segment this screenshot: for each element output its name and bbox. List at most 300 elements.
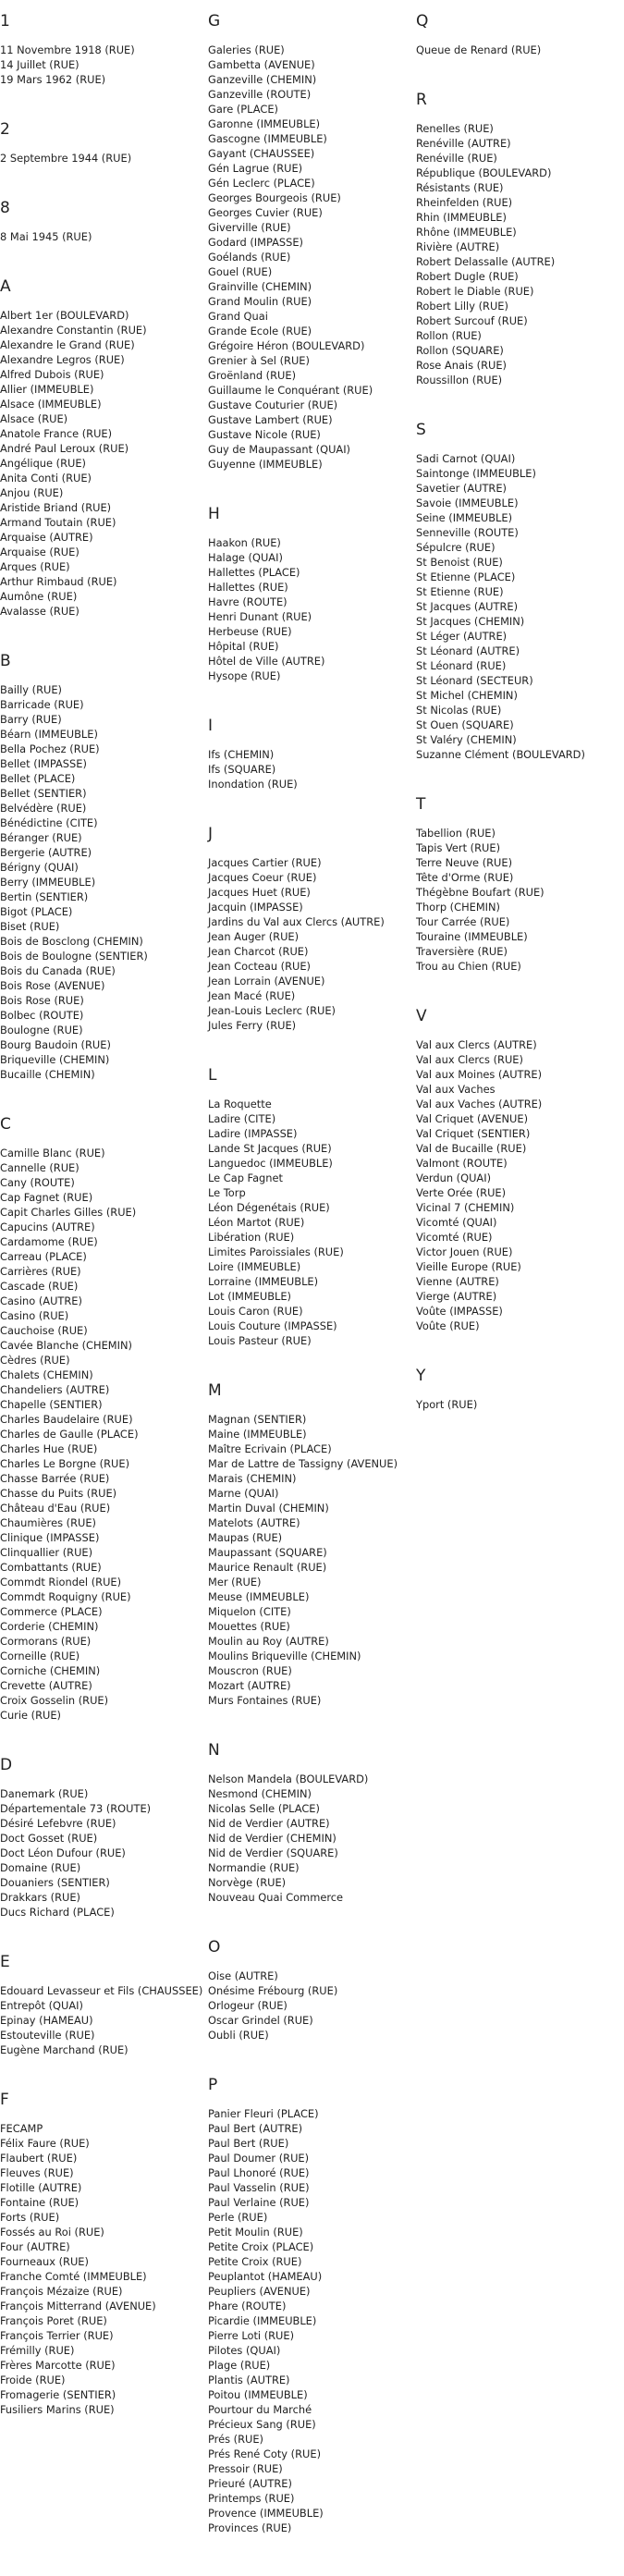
street-link[interactable]: Jacques Huet (RUE) [208,886,311,899]
street-link[interactable]: Paul Lhonoré (RUE) [208,2166,310,2179]
street-link[interactable]: Fusiliers Marins (RUE) [0,2403,115,2416]
street-link[interactable]: St Léger (AUTRE) [416,630,508,643]
street-link[interactable]: Martin Duval (CHEMIN) [208,1502,329,1515]
street-link[interactable]: St Jacques (CHEMIN) [416,615,525,628]
street-link[interactable]: Cavée Blanche (CHEMIN) [0,1339,132,1352]
street-link[interactable]: Orlogeur (RUE) [208,1999,288,2012]
street-link[interactable]: Groënland (RUE) [208,369,297,382]
street-link[interactable]: FECAMP [0,2122,43,2135]
street-link[interactable]: Douaniers (SENTIER) [0,1876,110,1889]
street-link[interactable]: Résistants (RUE) [416,181,504,194]
street-link[interactable]: Jacques Coeur (RUE) [208,871,317,884]
street-link[interactable]: 14 Juillet (RUE) [0,58,80,71]
street-link[interactable]: Vienne (AUTRE) [416,1275,499,1288]
street-link[interactable]: Voûte (RUE) [416,1319,480,1332]
street-link[interactable]: Vierge (AUTRE) [416,1290,497,1303]
street-link[interactable]: Carreau (PLACE) [0,1250,87,1263]
street-link[interactable]: Mouscron (RUE) [208,1664,292,1677]
street-link[interactable]: Gambetta (AVENUE) [208,58,315,71]
street-link[interactable]: Meuse (IMMEUBLE) [208,1590,310,1603]
street-link[interactable]: Terre Neuve (RUE) [416,856,513,869]
street-link[interactable]: Paul Bert (AUTRE) [208,2122,303,2135]
street-link[interactable]: Plantis (AUTRE) [208,2374,290,2386]
street-link[interactable]: Robert Dugle (RUE) [416,270,519,283]
street-link[interactable]: Arquaise (RUE) [0,546,80,558]
street-link[interactable]: Val Criquet (AVENUE) [416,1112,529,1125]
street-link[interactable]: Peuplantot (HAMEAU) [208,2270,323,2283]
street-link[interactable]: Fourneaux (RUE) [0,2255,89,2268]
street-link[interactable]: Bella Pochez (RUE) [0,742,100,755]
street-link[interactable]: Val aux Clercs (AUTRE) [416,1038,537,1051]
street-link[interactable]: Renelles (RUE) [416,122,494,135]
street-link[interactable]: François Mitterrand (AVENUE) [0,2300,156,2312]
street-link[interactable]: Capit Charles Gilles (RUE) [0,1206,137,1219]
street-link[interactable]: Four (AUTRE) [0,2240,70,2253]
street-link[interactable]: Boulogne (RUE) [0,1024,83,1037]
street-link[interactable]: Maupassant (SQUARE) [208,1546,327,1559]
street-link[interactable]: Léon Martot (RUE) [208,1216,305,1229]
street-link[interactable]: Voûte (IMPASSE) [416,1305,503,1318]
street-link[interactable]: Bellet (SENTIER) [0,787,87,800]
street-link[interactable]: St Valéry (CHEMIN) [416,733,517,746]
street-link[interactable]: Savoie (IMMEUBLE) [416,497,519,509]
street-link[interactable]: André Paul Leroux (RUE) [0,442,129,455]
street-link[interactable]: Rollon (RUE) [416,329,482,342]
street-link[interactable]: Armand Toutain (RUE) [0,516,116,529]
street-link[interactable]: 11 Novembre 1918 (RUE) [0,43,135,56]
street-link[interactable]: Frères Marcotte (RUE) [0,2359,116,2372]
street-link[interactable]: Touraine (IMMEUBLE) [416,930,528,943]
street-link[interactable]: Jacques Cartier (RUE) [208,856,322,869]
street-link[interactable]: Grenier à Sel (RUE) [208,354,310,367]
street-link[interactable]: Jardins du Val aux Clercs (AUTRE) [208,915,385,928]
street-link[interactable]: Croix Gosselin (RUE) [0,1694,109,1707]
street-link[interactable]: Marne (QUAI) [208,1487,279,1500]
street-link[interactable]: Sépulcre (RUE) [416,541,496,554]
street-link[interactable]: Ifs (CHEMIN) [208,748,275,761]
street-link[interactable]: Vicinal 7 (CHEMIN) [416,1201,515,1214]
street-link[interactable]: Bolbec (ROUTE) [0,1009,84,1022]
street-link[interactable]: Pourtour du Marché [208,2403,312,2416]
street-link[interactable]: Galeries (RUE) [208,43,285,56]
street-link[interactable]: Briqueville (CHEMIN) [0,1053,110,1066]
street-link[interactable]: Nid de Verdier (AUTRE) [208,1817,330,1830]
street-link[interactable]: Bellet (IMPASSE) [0,757,87,770]
street-link[interactable]: St Benoist (RUE) [416,556,503,569]
street-link[interactable]: Ifs (SQUARE) [208,763,276,776]
street-link[interactable]: Fromagerie (SENTIER) [0,2388,116,2401]
street-link[interactable]: Henri Dunant (RUE) [208,610,312,623]
street-link[interactable]: Magnan (SENTIER) [208,1413,307,1426]
street-link[interactable]: Normandie (RUE) [208,1861,300,1874]
street-link[interactable]: Forts (RUE) [0,2211,60,2224]
street-link[interactable]: Printemps (RUE) [208,2492,295,2505]
street-link[interactable]: St Nicolas (RUE) [416,704,502,717]
street-link[interactable]: Panier Fleuri (PLACE) [208,2107,319,2120]
street-link[interactable]: Suzanne Clément (BOULEVARD) [416,748,585,761]
street-link[interactable]: Eugène Marchand (RUE) [0,2043,128,2056]
street-link[interactable]: Drakkars (RUE) [0,1891,80,1904]
street-link[interactable]: Herbeuse (RUE) [208,625,292,638]
street-link[interactable]: Chaumières (RUE) [0,1516,96,1529]
street-link[interactable]: Maupas (RUE) [208,1531,283,1544]
street-link[interactable]: Bénédictine (CITE) [0,816,98,829]
street-link[interactable]: Oscar Grindel (RUE) [208,2014,313,2027]
street-link[interactable]: Carrières (RUE) [0,1265,81,1278]
street-link[interactable]: Hallettes (PLACE) [208,566,300,579]
street-link[interactable]: Murs Fontaines (RUE) [208,1694,322,1707]
street-link[interactable]: Cormorans (RUE) [0,1635,92,1648]
street-link[interactable]: Angélique (RUE) [0,457,86,470]
street-link[interactable]: Trou au Chien (RUE) [416,960,521,973]
street-link[interactable]: Robert le Diable (RUE) [416,285,534,298]
street-link[interactable]: Tapis Vert (RUE) [416,841,501,854]
street-link[interactable]: Béranger (RUE) [0,831,82,844]
street-link[interactable]: Paul Vasselin (RUE) [208,2181,310,2194]
street-link[interactable]: Thégèbne Boufart (RUE) [416,886,544,899]
street-link[interactable]: Le Cap Fagnet [208,1171,283,1184]
street-link[interactable]: Haakon (RUE) [208,536,281,549]
street-link[interactable]: Phare (ROUTE) [208,2300,287,2312]
street-link[interactable]: Anatole France (RUE) [0,427,113,440]
street-link[interactable]: Valmont (ROUTE) [416,1157,508,1170]
street-link[interactable]: Albert 1er (BOULEVARD) [0,309,129,322]
street-link[interactable]: Val de Bucaille (RUE) [416,1142,527,1155]
street-link[interactable]: Paul Verlaine (RUE) [208,2196,310,2209]
street-link[interactable]: Nid de Verdier (SQUARE) [208,1846,338,1859]
street-link[interactable]: Nelson Mandela (BOULEVARD) [208,1773,369,1785]
street-link[interactable]: Bertin (SENTIER) [0,890,89,903]
street-link[interactable]: Ganzeville (CHEMIN) [208,73,317,86]
street-link[interactable]: Charles Hue (RUE) [0,1442,98,1455]
street-link[interactable]: Bourg Baudoin (RUE) [0,1038,111,1051]
street-link[interactable]: Félix Faure (RUE) [0,2137,90,2150]
street-link[interactable]: Gén Leclerc (PLACE) [208,177,315,190]
street-link[interactable]: Biset (RUE) [0,920,60,933]
street-link[interactable]: Seine (IMMEUBLE) [416,511,513,524]
street-link[interactable]: Rollon (SQUARE) [416,344,504,357]
street-link[interactable]: Combattants (RUE) [0,1561,102,1574]
street-link[interactable]: Mozart (AUTRE) [208,1679,291,1692]
street-link[interactable]: Queue de Renard (RUE) [416,43,542,56]
street-link[interactable]: Crevette (AUTRE) [0,1679,92,1692]
street-link[interactable]: Désiré Lefebvre (RUE) [0,1817,116,1830]
street-link[interactable]: Bellet (PLACE) [0,772,76,785]
street-link[interactable]: 19 Mars 1962 (RUE) [0,73,106,86]
street-link[interactable]: Alexandre Constantin (RUE) [0,324,147,337]
street-link[interactable]: Berry (IMMEUBLE) [0,876,96,889]
street-link[interactable]: Jean-Louis Leclerc (RUE) [208,1004,336,1017]
street-link[interactable]: Corneille (RUE) [0,1650,80,1662]
street-link[interactable]: Corderie (CHEMIN) [0,1620,99,1633]
street-link[interactable]: Barry (RUE) [0,713,62,726]
street-link[interactable]: Anita Conti (RUE) [0,472,92,485]
street-link[interactable]: St Léonard (SECTEUR) [416,674,533,687]
street-link[interactable]: Louis Couture (IMPASSE) [208,1319,337,1332]
street-link[interactable]: Ducs Richard (PLACE) [0,1906,115,1919]
street-link[interactable]: Arquaise (AUTRE) [0,531,93,544]
street-link[interactable]: Bois Rose (AVENUE) [0,979,105,992]
street-link[interactable]: Perle (RUE) [208,2211,268,2224]
street-link[interactable]: Renéville (AUTRE) [416,137,511,150]
street-link[interactable]: Casino (AUTRE) [0,1294,82,1307]
street-link[interactable]: Rhin (IMMEUBLE) [416,211,507,224]
street-link[interactable]: Libération (RUE) [208,1231,295,1244]
street-link[interactable]: St Etienne (PLACE) [416,570,516,583]
street-link[interactable]: Cap Fagnet (RUE) [0,1191,93,1204]
street-link[interactable]: Grand Moulin (RUE) [208,295,312,308]
street-link[interactable]: Frémilly (RUE) [0,2344,75,2357]
street-link[interactable]: Alsace (IMMEUBLE) [0,398,102,411]
street-link[interactable]: Bois du Canada (RUE) [0,964,116,977]
street-link[interactable]: Louis Caron (RUE) [208,1305,303,1318]
street-link[interactable]: Lande St Jacques (RUE) [208,1142,332,1155]
street-link[interactable]: Poitou (IMMEUBLE) [208,2388,308,2401]
street-link[interactable]: Pilotes (QUAI) [208,2344,281,2357]
street-link[interactable]: Château d'Eau (RUE) [0,1502,111,1515]
street-link[interactable]: Léon Dégenétais (RUE) [208,1201,330,1214]
street-link[interactable]: Camille Blanc (RUE) [0,1147,105,1159]
street-link[interactable]: Jean Auger (RUE) [208,930,300,943]
street-link[interactable]: Nouveau Quai Commerce [208,1891,344,1904]
street-link[interactable]: Doct Léon Dufour (RUE) [0,1846,126,1859]
street-link[interactable]: Belvédère (RUE) [0,802,87,815]
street-link[interactable]: Savetier (AUTRE) [416,482,507,495]
street-link[interactable]: St Jacques (AUTRE) [416,600,519,613]
street-link[interactable]: Maine (IMMEUBLE) [208,1428,307,1441]
street-link[interactable]: Tête d'Orme (RUE) [416,871,514,884]
street-link[interactable]: Garonne (IMMEUBLE) [208,117,321,130]
street-link[interactable]: Mar de Lattre de Tassigny (AVENUE) [208,1457,398,1470]
street-link[interactable]: Giverville (RUE) [208,221,291,234]
street-link[interactable]: Le Torp [208,1186,246,1199]
street-link[interactable]: Chasse du Puits (RUE) [0,1487,117,1500]
street-link[interactable]: Val aux Clercs (RUE) [416,1053,523,1066]
street-link[interactable]: Petite Croix (RUE) [208,2255,302,2268]
street-link[interactable]: Mouettes (RUE) [208,1620,290,1633]
street-link[interactable]: Alexandre le Grand (RUE) [0,338,135,351]
street-link[interactable]: Départementale 73 (ROUTE) [0,1802,152,1815]
street-link[interactable]: Gustave Lambert (RUE) [208,413,333,426]
street-link[interactable]: Nid de Verdier (CHEMIN) [208,1832,336,1845]
street-link[interactable]: Prés René Coty (RUE) [208,2447,322,2460]
street-link[interactable]: Thorp (CHEMIN) [416,901,500,914]
street-link[interactable]: Pierre Loti (RUE) [208,2329,295,2342]
street-link[interactable]: Provinces (RUE) [208,2521,292,2534]
street-link[interactable]: Jean Lorrain (AVENUE) [208,975,325,987]
street-link[interactable]: Bucaille (CHEMIN) [0,1068,95,1081]
street-link[interactable]: Epinay (HAMEAU) [0,2014,93,2027]
street-link[interactable]: Pressoir (RUE) [208,2462,283,2475]
street-link[interactable]: Alexandre Legros (RUE) [0,353,125,366]
street-link[interactable]: Nesmond (CHEMIN) [208,1787,312,1800]
street-link[interactable]: La Roquette [208,1098,272,1110]
street-link[interactable]: François Poret (RUE) [0,2314,107,2327]
street-link[interactable]: Commdt Roquigny (RUE) [0,1590,131,1603]
street-link[interactable]: Inondation (RUE) [208,778,298,791]
street-link[interactable]: Ladire (CITE) [208,1112,276,1125]
street-link[interactable]: Hallettes (RUE) [208,581,288,594]
street-link[interactable]: Bois Rose (RUE) [0,994,84,1007]
street-link[interactable]: Paul Doumer (RUE) [208,2152,310,2165]
street-link[interactable]: Guillaume le Conquérant (RUE) [208,384,373,397]
street-link[interactable]: St Etienne (RUE) [416,585,504,598]
street-link[interactable]: Cèdres (RUE) [0,1354,70,1367]
street-link[interactable]: Bois de Bosclong (CHEMIN) [0,935,143,948]
street-link[interactable]: Cannelle (RUE) [0,1161,80,1174]
street-link[interactable]: Matelots (AUTRE) [208,1516,300,1529]
street-link[interactable]: Rhône (IMMEUBLE) [416,226,517,239]
street-link[interactable]: Onésime Frébourg (RUE) [208,1984,338,1997]
street-link[interactable]: Béarn (IMMEUBLE) [0,728,98,741]
street-link[interactable]: Nicolas Selle (PLACE) [208,1802,320,1815]
street-link[interactable]: St Michel (CHEMIN) [416,689,518,702]
street-link[interactable]: François Mézaize (RUE) [0,2285,123,2298]
street-link[interactable]: Prés (RUE) [208,2433,264,2446]
street-link[interactable]: Gare (PLACE) [208,103,278,116]
street-link[interactable]: Saintonge (IMMEUBLE) [416,467,536,480]
street-link[interactable]: Chasse Barrée (RUE) [0,1472,110,1485]
street-link[interactable]: Senneville (ROUTE) [416,526,519,539]
street-link[interactable]: 2 Septembre 1944 (RUE) [0,152,132,165]
street-link[interactable]: Grégoire Héron (BOULEVARD) [208,339,365,352]
street-link[interactable]: Cascade (RUE) [0,1280,79,1293]
street-link[interactable]: Gustave Couturier (RUE) [208,399,338,411]
street-link[interactable]: Jean Cocteau (RUE) [208,960,312,973]
street-link[interactable]: Miquelon (CITE) [208,1605,291,1618]
street-link[interactable]: Commerce (PLACE) [0,1605,103,1618]
street-link[interactable]: Peupliers (AVENUE) [208,2285,311,2298]
street-link[interactable]: Gayant (CHAUSSEE) [208,147,315,160]
street-link[interactable]: Georges Cuvier (RUE) [208,206,323,219]
street-link[interactable]: Godard (IMPASSE) [208,236,304,249]
street-link[interactable]: Bérigny (QUAI) [0,861,79,874]
street-link[interactable]: Georges Bourgeois (RUE) [208,191,341,204]
street-link[interactable]: Fossés au Roi (RUE) [0,2226,104,2239]
street-link[interactable]: Goélands (RUE) [208,251,291,264]
street-link[interactable]: Renéville (RUE) [416,152,497,165]
street-link[interactable]: Franche Comté (IMMEUBLE) [0,2270,147,2283]
street-link[interactable]: St Ouen (SQUARE) [416,718,514,731]
street-link[interactable]: Grand Quai [208,310,268,323]
street-link[interactable]: Gascogne (IMMEUBLE) [208,132,327,145]
street-link[interactable]: Ganzeville (ROUTE) [208,88,312,101]
street-link[interactable]: Doct Gosset (RUE) [0,1832,98,1845]
street-link[interactable]: Guyenne (IMMEUBLE) [208,458,323,471]
street-link[interactable]: Jacquin (IMPASSE) [208,901,303,914]
street-link[interactable]: Commdt Riondel (RUE) [0,1576,122,1589]
street-link[interactable]: Domaine (RUE) [0,1861,81,1874]
street-link[interactable]: Avalasse (RUE) [0,605,80,618]
street-link[interactable]: Anjou (RUE) [0,486,64,499]
street-link[interactable]: St Léonard (RUE) [416,659,507,672]
street-link[interactable]: Entrepôt (QUAI) [0,1999,83,2012]
street-link[interactable]: Estouteville (RUE) [0,2029,95,2042]
street-link[interactable]: Chalets (CHEMIN) [0,1368,93,1381]
street-link[interactable]: Val aux Vaches [416,1083,496,1096]
street-link[interactable]: Plage (RUE) [208,2359,271,2372]
street-link[interactable]: Rose Anais (RUE) [416,359,507,372]
street-link[interactable]: Chapelle (SENTIER) [0,1398,103,1411]
street-link[interactable]: Bois de Boulogne (SENTIER) [0,950,148,963]
street-link[interactable]: Hôpital (RUE) [208,640,279,653]
street-link[interactable]: Allier (IMMEUBLE) [0,383,94,396]
street-link[interactable]: Provence (IMMEUBLE) [208,2507,324,2520]
street-link[interactable]: Roussillon (RUE) [416,374,503,386]
street-link[interactable]: Tour Carrée (RUE) [416,915,510,928]
street-link[interactable]: Maurice Renault (RUE) [208,1561,327,1574]
street-link[interactable]: Jules Ferry (RUE) [208,1019,297,1032]
street-link[interactable]: Verdun (QUAI) [416,1171,492,1184]
street-link[interactable]: Petite Croix (PLACE) [208,2240,314,2253]
street-link[interactable]: Languedoc (IMMEUBLE) [208,1157,333,1170]
street-link[interactable]: Fleuves (RUE) [0,2166,74,2179]
street-link[interactable]: Oise (AUTRE) [208,1969,278,1982]
street-link[interactable]: Ladire (IMPASSE) [208,1127,298,1140]
street-link[interactable]: Alsace (RUE) [0,412,68,425]
street-link[interactable]: Oubli (RUE) [208,2029,269,2042]
street-link[interactable]: Maître Ecrivain (PLACE) [208,1442,332,1455]
street-link[interactable]: Barricade (RUE) [0,698,84,711]
street-link[interactable]: Cardamome (RUE) [0,1235,98,1248]
street-link[interactable]: Verte Orée (RUE) [416,1186,507,1199]
street-link[interactable]: Rheinfelden (RUE) [416,196,513,209]
street-link[interactable]: Flaubert (RUE) [0,2152,78,2165]
street-link[interactable]: Vicomté (QUAI) [416,1216,497,1229]
street-link[interactable]: Traversière (RUE) [416,945,508,958]
street-link[interactable]: Curie (RUE) [0,1709,61,1722]
street-link[interactable]: Cauchoise (RUE) [0,1324,88,1337]
street-link[interactable]: Havre (ROUTE) [208,595,288,608]
street-link[interactable]: Vicomté (RUE) [416,1231,493,1244]
street-link[interactable]: Bailly (RUE) [0,683,62,696]
street-link[interactable]: Bigot (PLACE) [0,905,73,918]
street-link[interactable]: Paul Bert (RUE) [208,2137,289,2150]
street-link[interactable]: Grande Ecole (RUE) [208,325,312,337]
street-link[interactable]: République (BOULEVARD) [416,166,552,179]
street-link[interactable]: Alfred Dubois (RUE) [0,368,104,381]
street-link[interactable]: Val aux Vaches (AUTRE) [416,1098,543,1110]
street-link[interactable]: Arques (RUE) [0,560,70,573]
street-link[interactable]: Corniche (CHEMIN) [0,1664,101,1677]
street-link[interactable]: François Terrier (RUE) [0,2329,114,2342]
street-link[interactable]: Rivière (AUTRE) [416,240,500,253]
street-link[interactable]: Hysope (RUE) [208,669,281,682]
street-link[interactable]: Tabellion (RUE) [416,827,496,840]
street-link[interactable]: Arthur Rimbaud (RUE) [0,575,117,588]
street-link[interactable]: Victor Jouen (RUE) [416,1245,513,1258]
street-link[interactable]: Prieuré (AUTRE) [208,2477,292,2490]
street-link[interactable]: Chandeliers (AUTRE) [0,1383,110,1396]
street-link[interactable]: Val Criquet (SENTIER) [416,1127,531,1140]
street-link[interactable]: Mer (RUE) [208,1576,262,1589]
street-link[interactable]: Gustave Nicole (RUE) [208,428,321,441]
street-link[interactable]: Lot (IMMEUBLE) [208,1290,291,1303]
street-link[interactable]: Fontaine (RUE) [0,2196,80,2209]
street-link[interactable]: 8 Mai 1945 (RUE) [0,230,92,243]
street-link[interactable]: Aristide Briand (RUE) [0,501,112,514]
street-link[interactable]: Sadi Carnot (QUAI) [416,452,516,465]
street-link[interactable]: Froide (RUE) [0,2374,66,2386]
street-link[interactable]: Hôtel de Ville (AUTRE) [208,655,325,668]
street-link[interactable]: Robert Surcouf (RUE) [416,314,528,327]
street-link[interactable]: Vieille Europe (RUE) [416,1260,521,1273]
street-link[interactable]: Jean Macé (RUE) [208,989,296,1002]
street-link[interactable]: Halage (QUAI) [208,551,283,564]
street-link[interactable]: Clinquallier (RUE) [0,1546,93,1559]
street-link[interactable]: Norvège (RUE) [208,1876,287,1889]
street-link[interactable]: Val aux Moines (AUTRE) [416,1068,543,1081]
